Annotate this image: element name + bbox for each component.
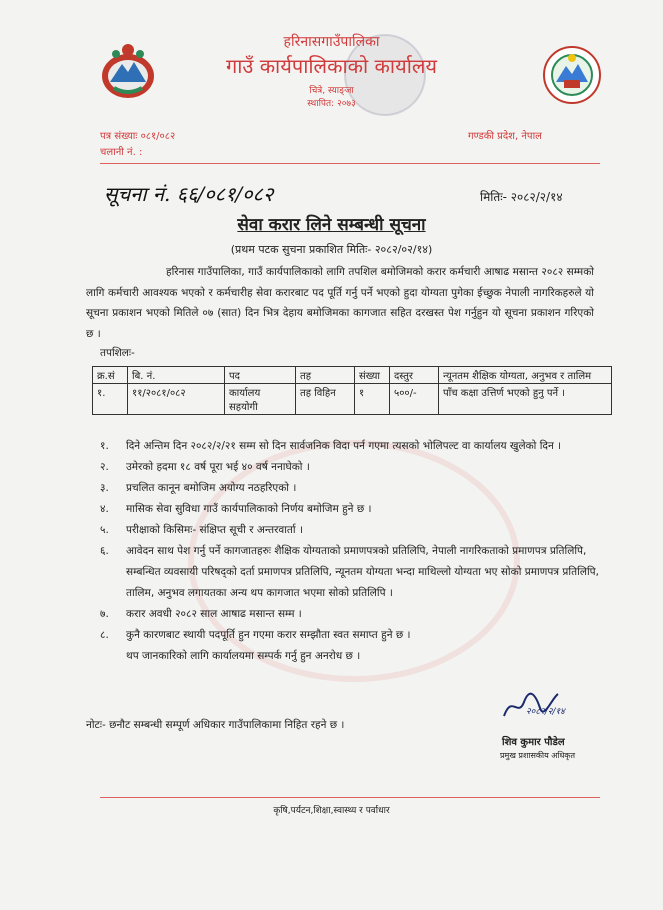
list-item: ३. प्रचलित कानून बमोजिम अयोग्य नठहरिएको । xyxy=(100,482,297,494)
province-label: गण्डकी प्रदेश, नेपाल xyxy=(468,131,542,142)
list-item: ४. मासिक सेवा सुविधा गाउँ कार्यपालिकाको निर्णय बमोजिम हुने छ । xyxy=(100,503,372,515)
list-item: १. दिने अन्तिम दिन २०८२/२/२१ सम्म सो दिन सार्वजनिक विदा पर्न गएमा त्यसको भोलिपल्ट वा कार्यालय खुलेको दिन । xyxy=(100,440,562,452)
table-header-row xyxy=(93,367,612,384)
table-cell: कार्यालय सहयोगी xyxy=(225,384,296,415)
table-cell: पाँच कक्षा उत्तिर्ण भएको हुनु पर्ने । xyxy=(439,384,612,415)
signatory-name: शिव कुमार पौडेल xyxy=(502,737,565,748)
list-item: ५. परीक्षाको किसिमः- संक्षिप्त सूची र अन्तरवार्ता । xyxy=(100,524,303,536)
established-year: स्थापित: २०७३ xyxy=(307,99,356,109)
notice-title: सेवा करार लिने सम्बन्धी सूचना xyxy=(237,215,426,235)
first-published-date: (प्रथम पटक सुचना प्रकाशित मितिः- २०८२/०२/१४) xyxy=(230,243,433,256)
vacancy-table xyxy=(92,366,612,415)
office-address: चित्रे, स्याङ्जा xyxy=(309,86,354,96)
signature-date: २०८२/२/१४ xyxy=(526,707,565,717)
details-label: तपशिलः- xyxy=(100,347,135,359)
table-header-cell: संख्या xyxy=(355,367,390,384)
footer-tagline: कृषि,पर्यटन,शिक्षा,स्वास्थ्य र पर्वाधार xyxy=(273,806,390,816)
list-item: थप जानकारिको लागि कार्यालयमा सम्पर्क गर्नु हुन अनरोध छ । xyxy=(126,650,361,662)
signatory-role: प्रमुख प्रशासकीय अधिकृत xyxy=(500,751,576,760)
letter-number: पत्र संख्याः ०८१/०८२ xyxy=(100,131,176,142)
municipality-name: हरिनासगाउँपालिका xyxy=(283,34,380,50)
list-item: ६. आवेदन साथ पेश गर्नु पर्ने कागजातहरुः शैक्षिक योग्यताको प्रमाणपत्रको प्रतिलिपि, नेपाली नागरिकताको प्रमाणपत्र प्रतिलिपि, सम्बन्धित व्यवसायी परिषद्को दर्ता प्रमाणपत्र प्रतिलिपि, न्यूनतम योग्यता भन्दा माथिल्लो योग्यता भए सोको प्रमाणपत्र प्रतिलिपि, तालिम, अनुभव लगायतका अन्य थप कागजात भएमा सोको प्रतिलिपि । xyxy=(100,545,599,599)
note-text: नोटः- छनौट सम्बन्धी सम्पूर्ण अधिकार गाउँपालिकामा निहित रहने छ । xyxy=(86,719,345,731)
table-header-cell: पद xyxy=(225,367,296,384)
list-item: २. उमेरको हदमा १८ वर्ष पूरा भई ४० वर्ष ननाघेको । xyxy=(100,461,310,473)
dispatch-number: चलानी नं. : xyxy=(100,147,143,158)
table-header-cell: बि. नं. xyxy=(128,367,225,384)
table-header-cell: न्यूनतम शैक्षिक योग्यता, अनुभव र तालिम xyxy=(439,367,612,384)
table-cell: १ xyxy=(355,384,390,415)
header-divider xyxy=(100,163,600,164)
table-cell: तह विहिन xyxy=(296,384,355,415)
table-header-cell: क्र.सं xyxy=(93,367,128,384)
footer-divider xyxy=(100,797,600,798)
table-cell: १. xyxy=(93,384,128,415)
office-title: गाउँ कार्यपालिकाको कार्यालय xyxy=(225,54,438,78)
notice-date: मितिः- २०८२/२/१४ xyxy=(480,190,563,204)
table-cell: ११/२०८१/०८२ xyxy=(128,384,225,415)
table-header-cell: दस्तुर xyxy=(390,367,439,384)
list-item: ७. करार अवधी २०८२ साल आषाढ मसान्त सम्म । xyxy=(100,608,302,620)
conditions-list xyxy=(100,436,600,667)
table-row xyxy=(93,384,612,415)
notice-reference-number: सूचना नं. ६६/०८१/०८२ xyxy=(104,182,274,206)
table-header-cell: तह xyxy=(296,367,355,384)
list-item: ८. कुनै कारणबाट स्थायी पदपूर्ति हुन गएमा करार सम्झौता स्वत समाप्त हुने छ । xyxy=(100,629,411,641)
notice-body: हरिनास गाउँपालिका, गाउँ कार्यपालिकाको लागि तपशिल बमोजिमको करार कर्मचारी आषाढ मसान्त २०८२ सम्मको लागि कर्मचारी आवश्यक भएको र कर्मचारीह सेवा करारबाट पद पूर्ति गर्नु पर्ने भएको हुदा योग्यता पुगेका ईच्छुक नेपाली नागरिकहरुले यो सूचना प्रकाशन भएको मितिले ०७ (सात) दिन भित्र देहाय बमोजिमका कागजात सहित दरखस्त पेश गर्नुहुन यो सूचना प्रकाशन गरिएको छ । xyxy=(86,266,594,340)
table-cell: ५००/- xyxy=(390,384,439,415)
